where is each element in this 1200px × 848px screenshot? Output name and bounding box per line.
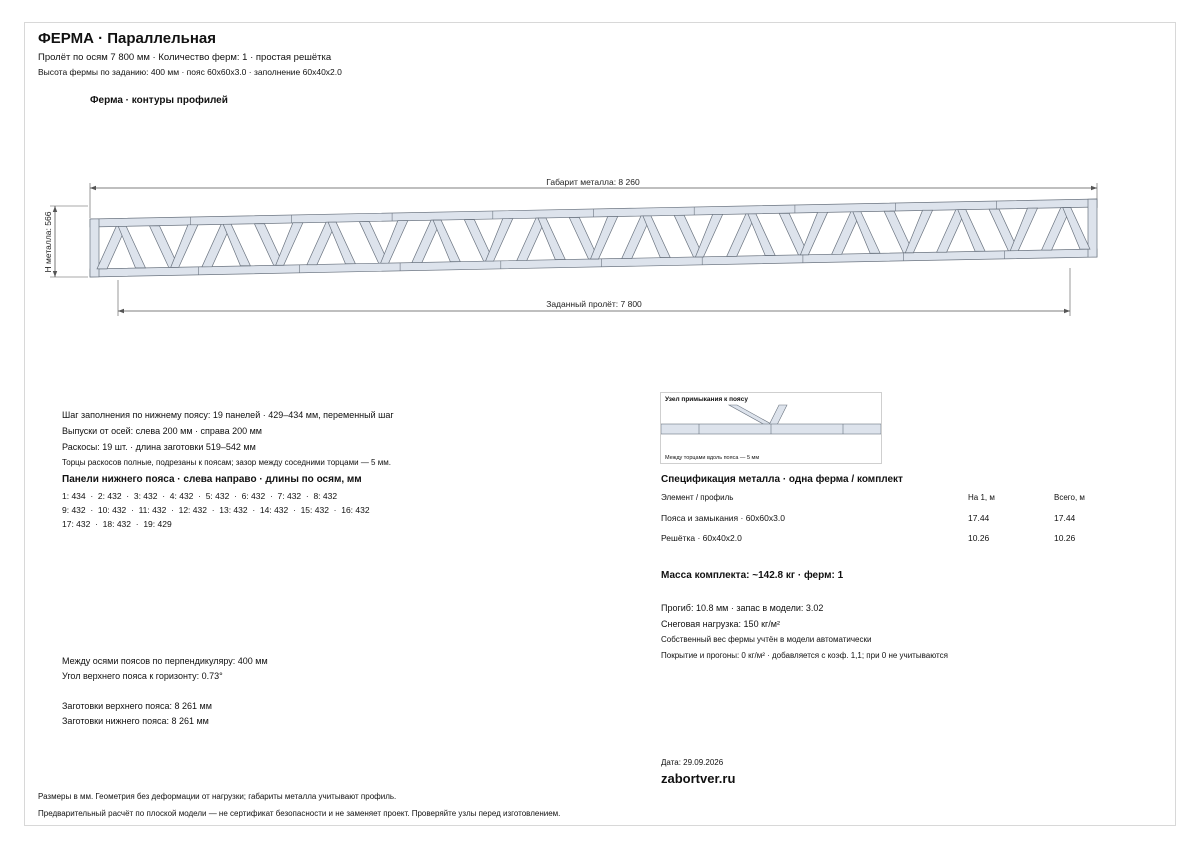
truss-members bbox=[90, 199, 1097, 277]
panel-length: 9: 432 bbox=[62, 505, 86, 515]
joint-detail-inset bbox=[660, 392, 882, 464]
panel-length: 17: 432 bbox=[62, 519, 91, 529]
header-details: Высота фермы по заданию: 400 мм · пояс 60x60x3.0 · заполнение 60x40x2.0 bbox=[38, 67, 342, 77]
footer-note-dimensions: Размеры в мм. Геометрия без деформации от нагрузки; габариты металла учитывают профиль. bbox=[38, 792, 397, 801]
footer-disclaimer: Предварительный расчёт по плоской модели — не сертификат безопасности и не заменяет проект. Проверяйте узлы перед изготовлением. bbox=[38, 809, 561, 818]
panel-length: 14: 432 bbox=[259, 505, 289, 515]
info-panel-spacing: Шаг заполнения по нижнему поясу: 19 панелей · 429–434 мм, переменный шаг bbox=[62, 410, 394, 420]
lattice-brace bbox=[1063, 208, 1090, 249]
lattice-brace bbox=[1010, 208, 1037, 251]
panels-row-1: 1: 434 · 2: 432 · 3: 432 · 4: 432 · 5: 432 · 6: 432 · 7: 432 · 8: 432 bbox=[62, 491, 338, 501]
lattice-brace bbox=[486, 219, 513, 262]
info-brace-ends: Торцы раскосов полные, подрезаны к поясам; зазор между соседними торцами — 5 мм. bbox=[62, 458, 391, 467]
panels-row-3: 17: 432 · 18: 432 · 19: 429 bbox=[62, 519, 172, 529]
lattice-brace bbox=[695, 214, 722, 257]
spec-row-lattice-per-one: 10.26 bbox=[968, 533, 990, 543]
header-summary: Пролёт по осям 7 800 мм · Количество ферм: 1 · простая решётка bbox=[38, 52, 332, 63]
panel-length: 7: 432 bbox=[277, 491, 302, 501]
truss-drawing bbox=[0, 170, 1200, 330]
lattice-brace bbox=[853, 212, 880, 253]
lattice-brace bbox=[223, 224, 250, 265]
panel-length: 3: 432 bbox=[133, 491, 158, 501]
dimension-overall-label: Габарит металла: 8 260 bbox=[546, 177, 640, 187]
spec-row-lattice-total: 10.26 bbox=[1054, 533, 1076, 543]
spec-header-total: Всего, м bbox=[1054, 493, 1085, 502]
lattice-brace bbox=[800, 212, 827, 255]
panel-length: 13: 432 bbox=[219, 505, 248, 515]
site-link[interactable]: zabortver.ru bbox=[661, 771, 736, 786]
info-braces: Раскосы: 19 шт. · длина заготовки 519–542 мм bbox=[62, 442, 256, 452]
panel-length: 1: 434 bbox=[62, 491, 86, 501]
panel-length: 16: 432 bbox=[341, 505, 370, 515]
panel-length: 10: 432 bbox=[97, 505, 127, 515]
spec-title: Спецификация металла · одна ферма / комплект bbox=[661, 474, 903, 485]
lattice-brace bbox=[643, 216, 670, 257]
lattice-brace bbox=[538, 218, 565, 259]
spec-row-chords-element: Пояса и замыкания · 60x60x3.0 bbox=[661, 513, 785, 523]
issue-date: Дата: 29.09.2026 bbox=[661, 758, 724, 767]
panel-length: 15: 432 bbox=[300, 505, 329, 515]
lattice-brace bbox=[748, 214, 775, 255]
spec-row-chords-per-one: 17.44 bbox=[968, 513, 990, 523]
dimension-span bbox=[118, 268, 1070, 316]
drawing-section-title: Ферма · контуры профилей bbox=[90, 95, 228, 106]
lattice-brace bbox=[171, 225, 198, 268]
page-title: ФЕРМА · Параллельная bbox=[38, 30, 217, 47]
geometry-lower-blanks: Заготовки нижнего пояса: 8 261 мм bbox=[62, 716, 209, 726]
panel-length: 18: 432 bbox=[102, 519, 132, 529]
panel-length: 6: 432 bbox=[241, 491, 266, 501]
lattice-brace bbox=[958, 210, 985, 251]
lattice-brace bbox=[276, 223, 303, 266]
joint-detail-drawing bbox=[661, 393, 881, 463]
spec-row-lattice-element: Решётка · 60x40x2.0 bbox=[661, 533, 742, 543]
panel-length: 19: 429 bbox=[143, 519, 172, 529]
geometry-upper-blanks: Заготовки верхнего пояса: 8 261 мм bbox=[62, 701, 212, 711]
dimension-span-label: Заданный пролёт: 7 800 bbox=[546, 299, 642, 309]
spec-header-per-one: На 1, м bbox=[968, 493, 995, 502]
panels-row-2: 9: 432 · 10: 432 · 11: 432 · 12: 432 · 13: 432 · 14: 432 · 15: 432 · 16: 432 bbox=[62, 505, 370, 515]
joint-detail-title: Узел примыкания к поясу bbox=[665, 396, 748, 403]
panels-title: Панели нижнего пояса · слева направо · длины по осям, мм bbox=[62, 474, 362, 485]
lattice-brace bbox=[381, 221, 408, 264]
spec-deflection: Прогиб: 10.8 мм · запас в модели: 3.02 bbox=[661, 603, 824, 613]
dimension-height-label: H металла: 566 bbox=[43, 211, 53, 273]
spec-self-weight: Собственный вес фермы учтён в модели автоматически bbox=[661, 635, 872, 644]
spec-row-chords-total: 17.44 bbox=[1054, 513, 1076, 523]
panel-length: 5: 432 bbox=[205, 491, 230, 501]
spec-mass: Масса комплекта: ~142.8 кг · ферм: 1 bbox=[661, 570, 844, 581]
info-overhangs: Выпуски от осей: слева 200 мм · справа 200 мм bbox=[62, 426, 262, 436]
panel-length: 12: 432 bbox=[178, 505, 207, 515]
panel-length: 2: 432 bbox=[97, 491, 122, 501]
dimension-height bbox=[43, 206, 88, 277]
panel-length: 4: 432 bbox=[169, 491, 194, 501]
lattice-brace bbox=[905, 210, 932, 253]
lattice-brace bbox=[328, 222, 355, 263]
geometry-chord-distance: Между осями поясов по перпендикуляру: 400 мм bbox=[62, 656, 268, 666]
panel-length: 8: 432 bbox=[313, 491, 338, 501]
spec-snow-load: Снеговая нагрузка: 150 кг/м² bbox=[661, 619, 780, 629]
lattice-brace bbox=[118, 226, 145, 267]
spec-roof-load: Покрытие и прогоны: 0 кг/м² · добавляется с коэф. 1,1; при 0 не учитываются bbox=[661, 651, 948, 660]
geometry-upper-angle: Угол верхнего пояса к горизонту: 0.73° bbox=[62, 671, 223, 681]
joint-detail-caption: Между торцами вдоль пояса — 5 мм bbox=[665, 455, 760, 461]
panel-length: 11: 432 bbox=[138, 505, 167, 515]
spec-header-element: Элемент / профиль bbox=[661, 493, 734, 502]
lattice-brace bbox=[433, 220, 460, 261]
lattice-brace bbox=[591, 216, 618, 259]
